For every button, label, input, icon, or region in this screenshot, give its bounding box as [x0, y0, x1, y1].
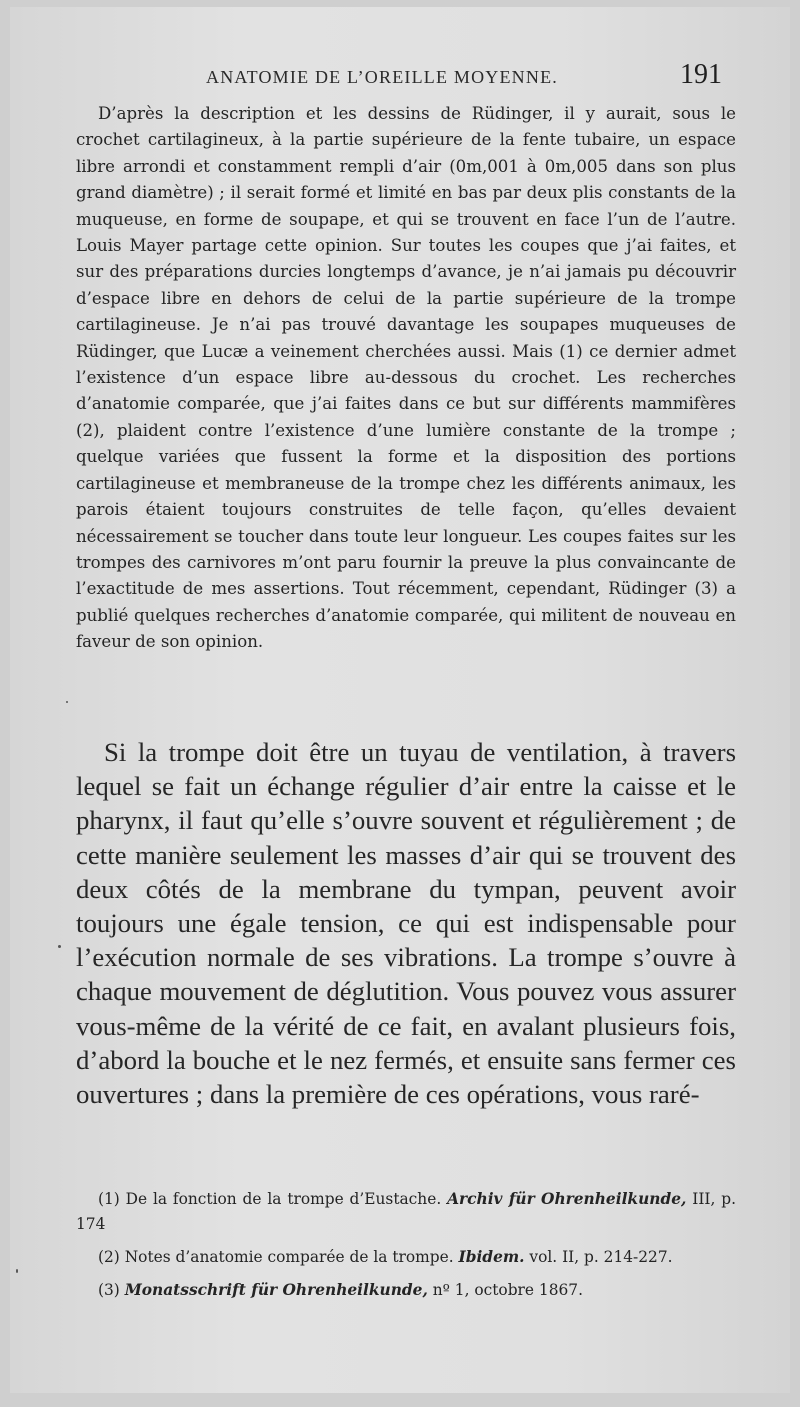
running-head: ANATOMIE DE L’OREILLE MOYENNE. [206, 67, 558, 87]
footnote-marker: (3) [98, 1281, 120, 1299]
footnote-reference: III, p. 174 [76, 1190, 736, 1233]
footnote-text: De la fonction de la trompe d’Eustache. [125, 1190, 442, 1208]
paper-speck [16, 1269, 18, 1273]
footnote-marker: (2) [98, 1248, 120, 1266]
page-number: 191 [680, 59, 722, 90]
footnote-text: Notes d’anatomie comparée de la trompe. [124, 1248, 454, 1266]
footnote-reference: vol. II, p. 214-227. [529, 1248, 673, 1266]
footnote-3 [76, 1278, 736, 1303]
book-page [10, 7, 790, 1393]
small-print-paragraph: D’après la description et les dessins de Rüdinger, il y aurait, sous le crochet cartilagineux, à la partie supérieure de la fente tubaire, un espace libre arrondi et constamment rempli d’air (0m,001 à 0m,005 dans son plus grand diamètre) ; il serait formé et limité en bas par deux plis constants de la muqueuse, en forme de soupape, et qui se trouvent en face l’un de l’autre. Louis Mayer partage cette opinion. Sur toutes les coupes que j’ai faites, et sur des préparations durcies longtemps d’avance, je n’ai jamais pu découvrir d’espace libre en dehors de celui de la partie supérieure de la trompe cartilagineuse. Je n’ai pas trouvé davantage les soupapes muqueuses de Rüdinger, que Lucæ a veinement cherchées aussi. Mais (1) ce dernier admet l’existence d’un espace libre au-dessous du crochet. Les recherches d’anatomie comparée, que j’ai faites dans ce but sur différents mammifères (2), plaident contre l’existence d’une lumière constante de la trompe ; quelque variées que fussent la forme et la disposition des portions cartilagineuse et membraneuse de la trompe chez les différents animaux, les parois étaient toujours construites de telle façon, qu’elles devaient nécessairement se toucher dans toute leur longueur. Les coupes faites sur les trompes des carnivores m’ont paru fournir la preuve la plus convaincante de l’exactitude de mes assertions. Tout récemment, cependant, Rüdinger (3) a publié quelques recherches d’anatomie comparée, qui militent de nouveau en faveur de son opinion. [76, 104, 736, 652]
paper-speck [58, 945, 61, 948]
footnote-journal: Monatsschrift für Ohrenheilkunde, [124, 1281, 428, 1299]
page-header [10, 59, 790, 99]
small-print-section [76, 101, 736, 656]
footnote-2 [76, 1245, 736, 1270]
main-text-section [76, 735, 736, 1111]
footnote-journal: Archiv für Ohrenheilkunde, [447, 1190, 687, 1208]
footnotes [76, 1187, 736, 1311]
main-text-paragraph: Si la trompe doit être un tuyau de ventilation, à travers lequel se fait un échange régulier d’air entre la caisse et le pharynx, il faut qu’elle s’ouvre souvent et régulièrement ; de cette manière seulement les masses d’air qui se trouvent des deux côtés de la membrane du tympan, peuvent avoir toujours une égale tension, ce qui est indispensable pour l’exécution normale de ses vibrations. La trompe s’ouvre à chaque mouvement de déglutition. Vous pouvez vous assurer vous-même de la vérité de ce fait, en avalant plusieurs fois, d’abord la bouche et le nez fermés, et ensuite sans fermer ces ouvertures ; dans la première de ces opérations, vous raré- [76, 737, 736, 1110]
footnote-reference: nº 1, octobre 1867. [432, 1281, 583, 1299]
footnote-marker: (1) [98, 1190, 120, 1208]
footnote-1 [76, 1187, 736, 1237]
paper-speck [66, 701, 68, 703]
footnote-journal: Ibidem. [458, 1248, 525, 1266]
